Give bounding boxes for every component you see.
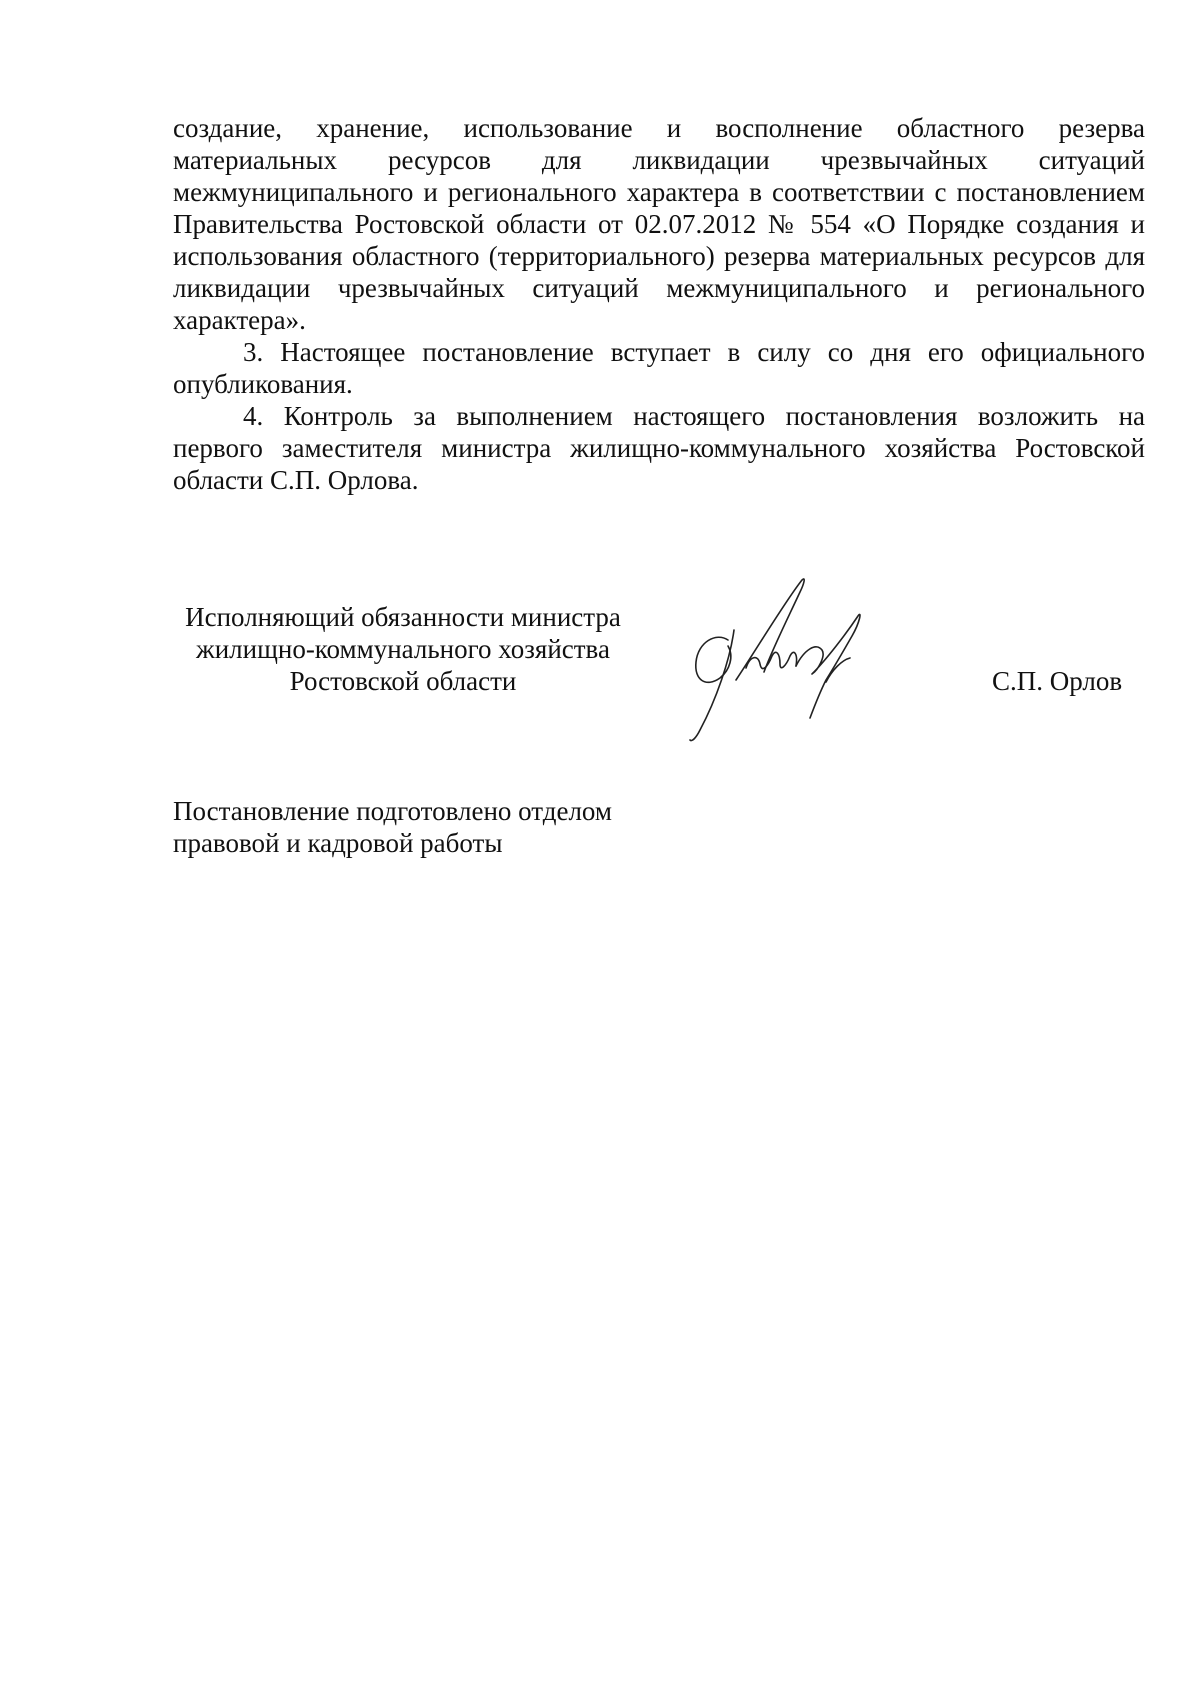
prepared-by-note bbox=[173, 795, 773, 859]
signatory-title-line-1: Исполняющий обязанности министра bbox=[185, 602, 621, 632]
signatory-name: С.П. Орлов bbox=[992, 666, 1123, 696]
paragraph-item-3: 3. Настоящее постановление вступает в силу со дня его официального опубликования. bbox=[173, 337, 1145, 399]
signatory-title bbox=[173, 601, 633, 697]
prepared-by-line-1: Постановление подготовлено отделом bbox=[173, 796, 613, 826]
paragraph-item-4: 4. Контроль за выполнением настоящего постановления возложить на первого заместителя министра жилищно-коммунального хозяйства Ростовской области С.П. Орлова. bbox=[173, 401, 1145, 495]
signatory-title-line-3: Ростовской области bbox=[289, 666, 517, 696]
signatory-title-line-2: жилищно-коммунального хозяйства bbox=[196, 634, 610, 664]
handwritten-signature bbox=[676, 570, 946, 750]
prepared-by-line-2: правовой и кадровой работы bbox=[173, 828, 503, 858]
paragraph-continuation: создание, хранение, использование и восполнение областного резерва материальных ресурсов для ликвидации чрезвычайных ситуаций межмуниципального и регионального характера в соответствии с постановлением Правительства Ростовской области от 02.07.2012 № 554 «О Порядке создания и использования областного (территориального) резерва материальных ресурсов для ликвидации чрезвычайных ситуаций межмуниципального и регионального характера». bbox=[173, 113, 1145, 335]
document-body bbox=[173, 112, 1145, 496]
